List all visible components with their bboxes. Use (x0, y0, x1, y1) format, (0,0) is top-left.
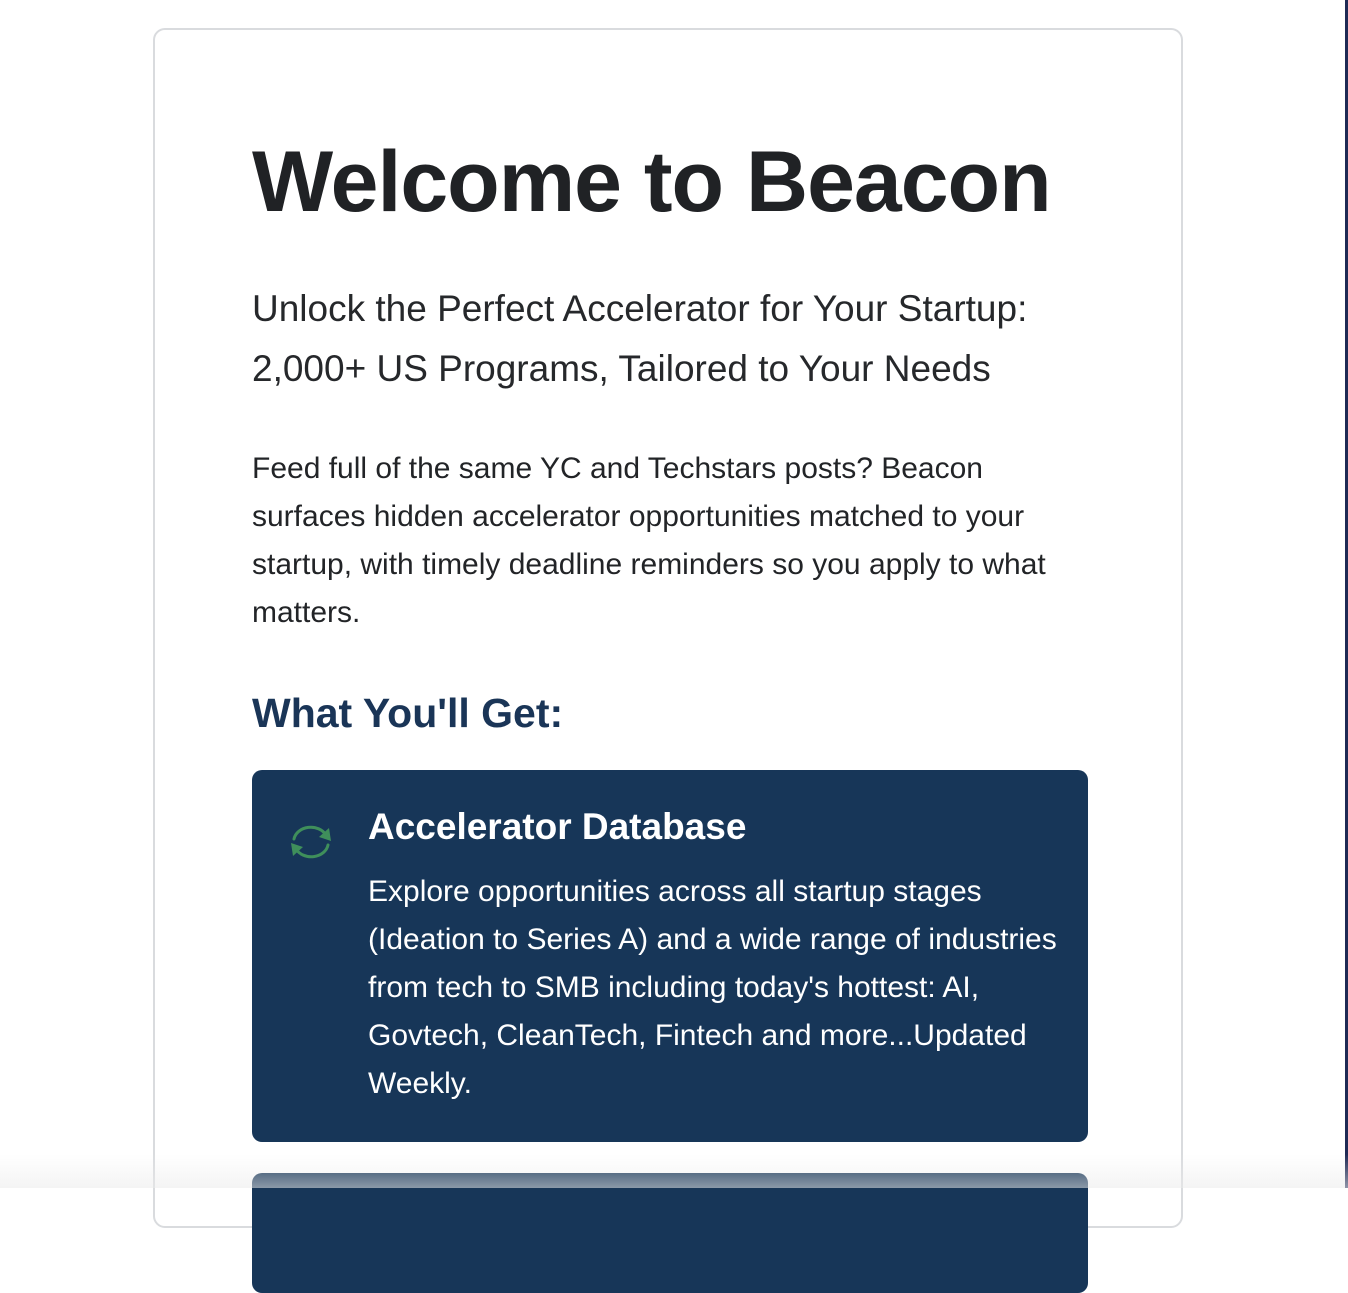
page-subtitle: Unlock the Perfect Accelerator for Your Startup: 2,000+ US Programs, Tailored to Your Needs (252, 279, 1088, 399)
intro-paragraph: Feed full of the same YC and Techstars posts? Beacon surfaces hidden accelerator opportunities matched to your startup, with timely deadline reminders so you apply to what matters. (252, 445, 1088, 637)
feature-description: Explore opportunities across all startup stages (Ideation to Series A) and a wide range of industries from tech to SMB including today's hottest: AI, Govtech, CleanTech, Fintech and more...Updated Weekly. (368, 868, 1058, 1108)
feature-card-next (252, 1173, 1088, 1293)
refresh-icon (285, 822, 337, 862)
feature-card-accelerator-database (252, 770, 1088, 1142)
welcome-card (153, 28, 1183, 1228)
page-title: Welcome to Beacon (252, 134, 1051, 230)
feature-title: Accelerator Database (368, 804, 746, 850)
benefits-heading: What You'll Get: (252, 685, 563, 741)
